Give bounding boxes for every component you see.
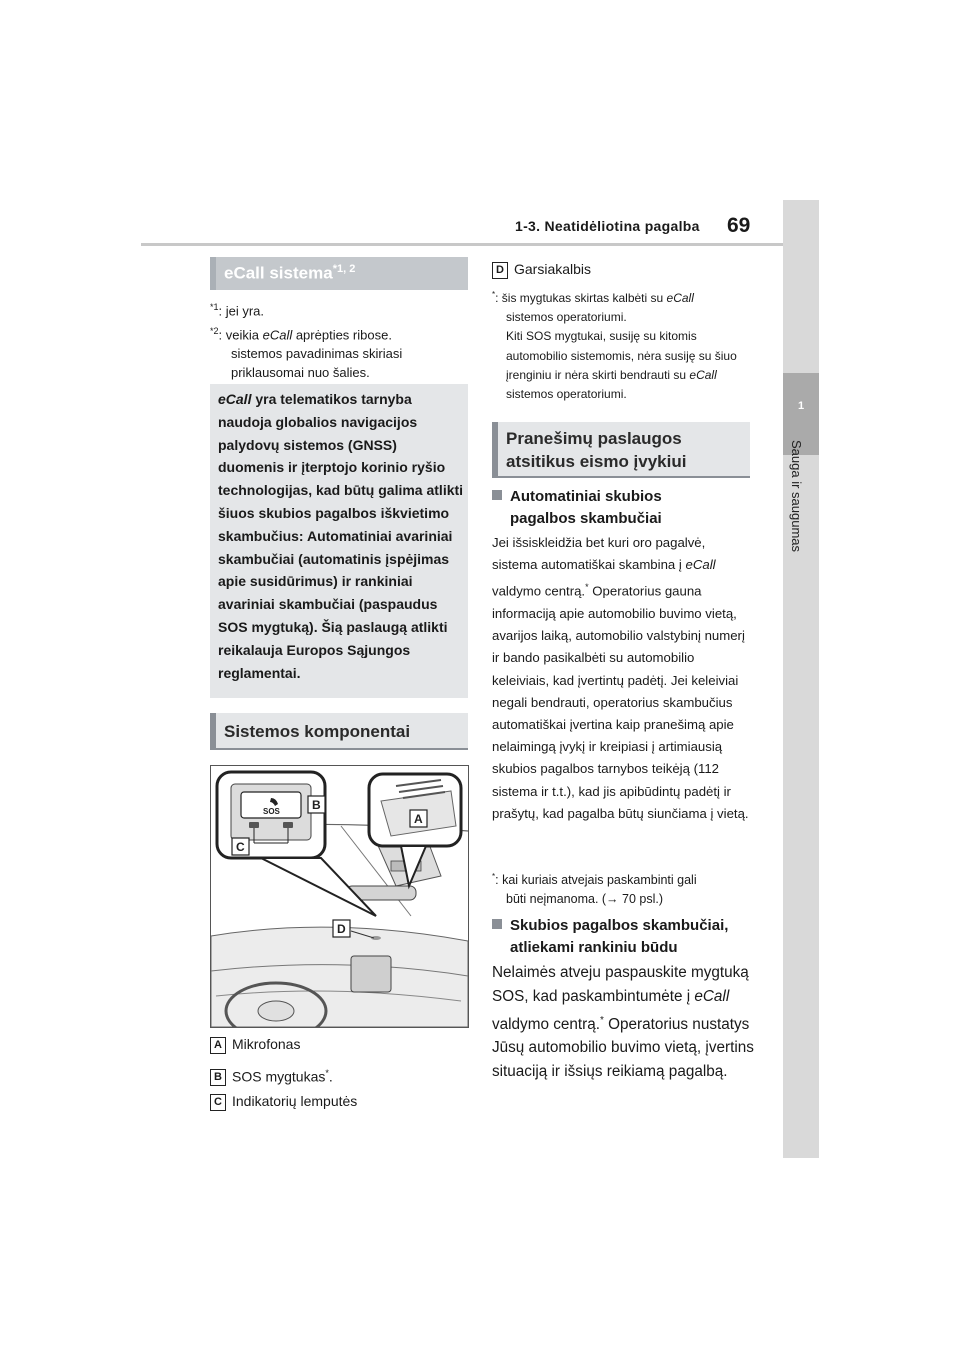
footnote-text: : jei yra. [218, 303, 265, 319]
section-reference: 1-3. Neatidėliotina pagalba [515, 218, 700, 234]
heading-title: Sistemos komponentai [224, 722, 411, 741]
footnote-text: Kiti SOS mygtukai, susiję su kitomis automobilio sistemomis, nėra susiję su šiuo įrenginiu ir nėra skirti bendrauti su [506, 329, 737, 382]
page-number: 69 [727, 214, 751, 237]
para-text: Nelaimės atveju paspauskite mygtuką SOS, kad paskambintumėte į [492, 964, 749, 1005]
callout-c: C [236, 840, 245, 854]
para-text: Jei išsiskleidžia bet kuri oro pagalvė, sistema automatiškai skambina į [492, 535, 706, 573]
notifications-heading [492, 422, 750, 478]
square-bullet-icon [492, 490, 502, 500]
ecall-intro-box [210, 384, 468, 698]
heading-title: Pranešimų paslaugos atsitikus eismo įvykiui [506, 429, 687, 471]
footnote-line [492, 327, 742, 404]
legend-mark: * [325, 1068, 329, 1078]
para-text: valdymo centrą. [492, 583, 586, 599]
para-italic: eCall [685, 557, 716, 573]
sos-button-footnote [492, 285, 742, 404]
heading-accent-bar [210, 713, 216, 748]
para-italic: eCall [694, 987, 730, 1005]
legend-letter: C [210, 1094, 226, 1111]
footnote-text: : kai kuriais atvejais paskambinti gali [495, 873, 697, 888]
para-text: Operatorius nustatys Jūsų automobilio buvimo vietą, įvertins situaciją ir išsiųs reikiamą pagalbą. [492, 1015, 754, 1081]
legend-letter: D [492, 262, 508, 279]
para-mark: * [585, 582, 589, 593]
callout-b: B [312, 798, 321, 812]
automatic-calls-footnote [492, 867, 750, 909]
header-rule [141, 243, 783, 246]
legend-item-b [210, 1063, 333, 1087]
automatic-calls-subheading [492, 486, 748, 529]
square-bullet-icon [492, 919, 502, 929]
legend-item-a [210, 1034, 300, 1054]
footnote-text: : šis mygtukas skirtas kalbėti su [495, 291, 667, 305]
manual-calls-paragraph [492, 961, 754, 1084]
automatic-calls-paragraph [492, 532, 750, 825]
legend-letter: A [210, 1037, 226, 1054]
footnote-italic: eCall [666, 291, 694, 305]
footnote-1 [210, 298, 264, 320]
footnote-italic: eCall [262, 327, 293, 343]
ecall-system-heading [210, 257, 468, 290]
subheading-line: pagalbos skambučiai [510, 509, 662, 527]
intro-italic: eCall [218, 391, 252, 407]
footnote-italic: eCall [689, 367, 717, 382]
components-illustration [210, 765, 469, 1028]
legend-suffix: . [328, 1068, 333, 1085]
footnote-text: : veikia [218, 327, 263, 343]
legend-item-c [210, 1091, 357, 1111]
chapter-side-tab [783, 200, 819, 1158]
footnote-2 [210, 322, 460, 382]
legend-item-d [492, 259, 591, 279]
subheading-line: Skubios pagalbos skambučiai, [510, 917, 729, 934]
manual-calls-subheading [492, 915, 754, 958]
legend-text: SOS mygtukas [232, 1068, 326, 1085]
footnote-line: sistemos operatoriumi. [506, 310, 627, 325]
legend-letter: B [210, 1069, 226, 1086]
callout-a: A [414, 812, 423, 826]
footnote-mark: * [492, 290, 496, 299]
legend-text: Garsiakalbis [514, 261, 592, 277]
para-text: valdymo centrą. [492, 1015, 600, 1033]
footnote-mark: * [492, 872, 496, 881]
footnote-text: aprėpties ribose. [292, 327, 392, 343]
chapter-title: Sauga ir saugumas [789, 440, 804, 553]
heading-accent-bar [210, 257, 216, 290]
heading-accent-bar [492, 422, 498, 476]
para-mark: * [599, 1014, 604, 1026]
components-heading [210, 713, 468, 750]
para-text: Operatorius gauna informaciją apie automobilio buvimo vietą, avarijos laiką, automobilio valstybinį numerį ir bando pasikalbėti su automobilio keleiviais, kad įvertintų padėtį. Jei keleiviai negali bendrauti, operatorius skambučius automatiškai įvertina kaip pranešimą apie nelaimingą įvykį ir kreipiasi į artimiausią skubios pagalbos tarnybos teikėją (112 sistema ir t.t.), kad jis apibūdintų padėtį ir prašytų, kad pagalba būtų siunčiama į vietą. [492, 583, 749, 821]
footnote-continuation: sistemos pavadinimas skiriasi priklausomai nuo šalies. [231, 346, 403, 381]
subheading-line: atliekami rankiniu būdu [510, 938, 678, 956]
footnote-text: sistemos operatoriumi. [506, 387, 627, 402]
intro-text: yra telematikos tarnyba naudoja globalios navigacijos palydovų sistemos (GNSS) duomenis ir įterptojo korinio ryšio technologijas, kad būtų galima atlikti šiuos skubios pagalbos iškvietimo skambučius: Automatiniai avariniai skambučiai (automatinis įspėjimas apie susidūrimus) ir rankiniai avariniai skambučiai (paspaudus SOS mygtuką). Šią paslaugą atlikti reikalauja Europos Sąjungos reglamentai. [218, 391, 464, 681]
legend-text: Mikrofonas [232, 1036, 301, 1052]
footnote-mark: *1 [210, 302, 219, 312]
chapter-number: 1 [797, 400, 805, 412]
subheading-line: Automatiniai skubios [510, 488, 662, 505]
legend-text: Indikatorių lemputės [232, 1093, 358, 1109]
heading-title: eCall sistema [224, 263, 333, 283]
sos-button-label: SOS [263, 807, 280, 816]
footnote-mark: *2 [210, 326, 219, 336]
callout-d: D [337, 922, 346, 936]
footnote-continuation: būti neįmanoma. (→ 70 psl.) [506, 892, 664, 907]
heading-superscript: *1, 2 [332, 263, 356, 275]
